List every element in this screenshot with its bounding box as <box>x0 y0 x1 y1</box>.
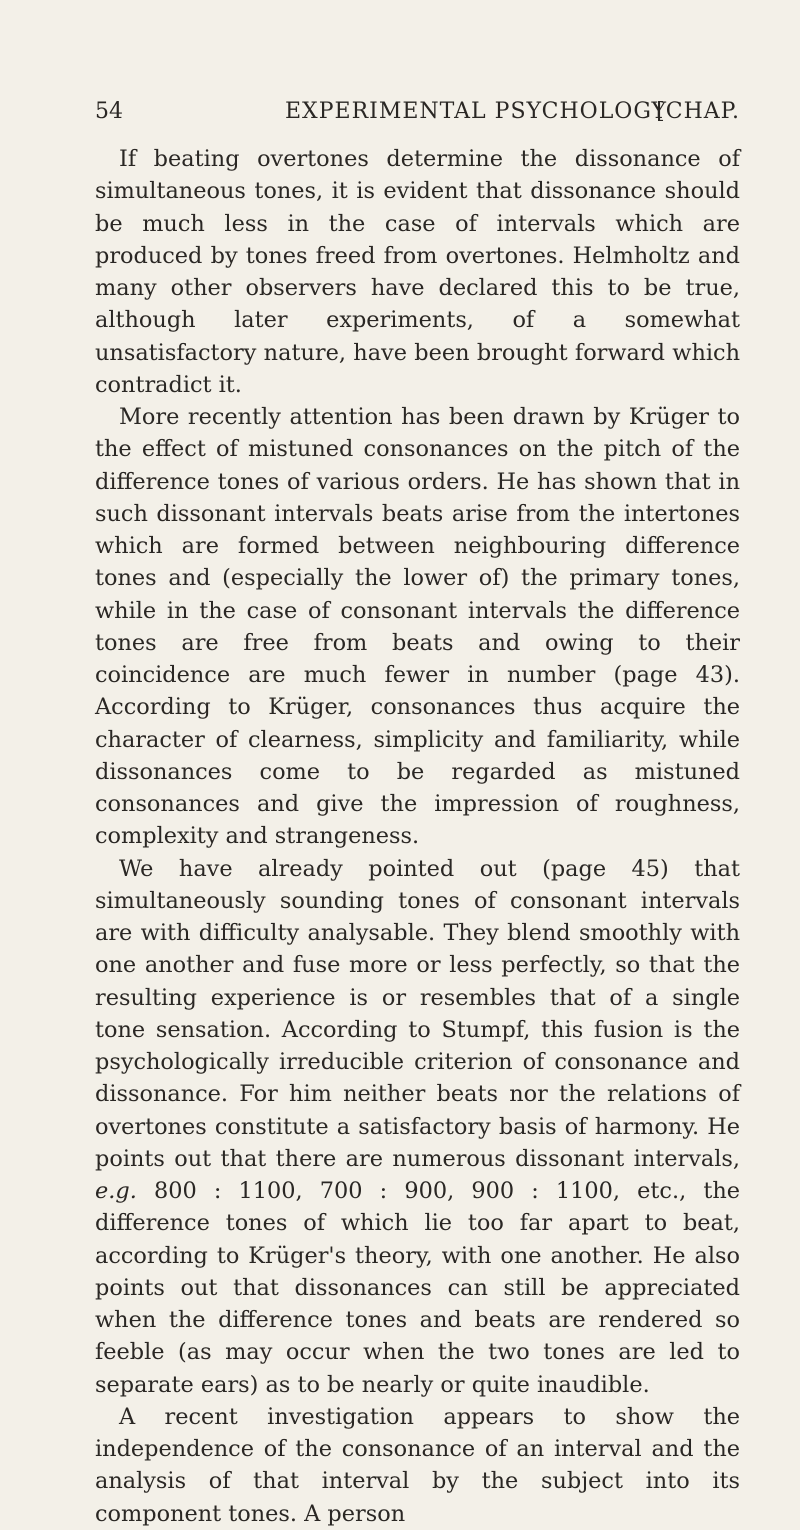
page-header <box>95 94 740 130</box>
paragraph-2-text: More recently attention has been drawn by Krüger to the effect of mistuned consonances on the pitch of the difference tones of various orders. He has shown that in such dissonant intervals beats arise from the intertones which are formed between neighbouring difference tones and (especially the lower of) the primary tones, while in the case of consonant intervals the difference tones are free from beats and owing to their coincidence are much fewer in number (page 43). According to Krüger, consonances thus acquire the character of clearness, simplicity and familiarity, while dissonances come to be regarded as mistuned consonances and give the impression of roughness, complexity and strangeness. <box>95 404 740 850</box>
body-text <box>95 143 740 1530</box>
running-title: EXPERIMENTAL PSYCHOLOGY <box>285 99 668 124</box>
paragraph-3 <box>95 853 740 1401</box>
chapter-marker: [CHAP. <box>656 99 740 124</box>
page-number: 54 <box>95 99 123 124</box>
paragraph-1-text: If beating overtones determine the dissonance of simultaneous tones, it is evident that dissonance should be much less in the case of intervals which are produced by tones freed from overtones. Helmholtz and many other observers have declared this to be true, although later experiments, of a somewhat unsatisfactory nature, have been brought forward which contradict it. <box>95 146 740 398</box>
paragraph-3-text: We have already pointed out (page 45) that simultaneously sounding tones of consonant intervals are with difficulty analysable. They blend smoothly with one another and fuse more or less perfectly, so that the resulting experience is or resembles that of a single tone sensation. According to Stumpf, this fusion is the psychologically irreducible criterion of consonance and dissonance. For him neither beats nor the relations of overtones constitute a satisfactory basis of harmony. He points out that there are numerous dissonant intervals, <box>95 855 740 1172</box>
paragraph-4-text: A recent investigation appears to show the independence of the consonance of an interval and the analysis of that interval by the subject into its component tones. A person <box>95 1403 740 1527</box>
paragraph-3-italic: e.g. <box>95 1178 137 1204</box>
paragraph-2 <box>95 401 740 853</box>
paragraph-4 <box>95 1401 740 1530</box>
paragraph-1 <box>95 143 740 401</box>
paragraph-3-text-after: 800 : 1100, 700 : 900, 900 : 1100, etc., the difference tones of which lie too far apart to beat, according to Krüger's theory, with one another. He also points out that dissonances can still be appreciated when the difference tones and beats are rendered so feeble (as may occur when the two tones are led to separate ears) as to be nearly or quite inaudible. <box>95 1178 741 1398</box>
